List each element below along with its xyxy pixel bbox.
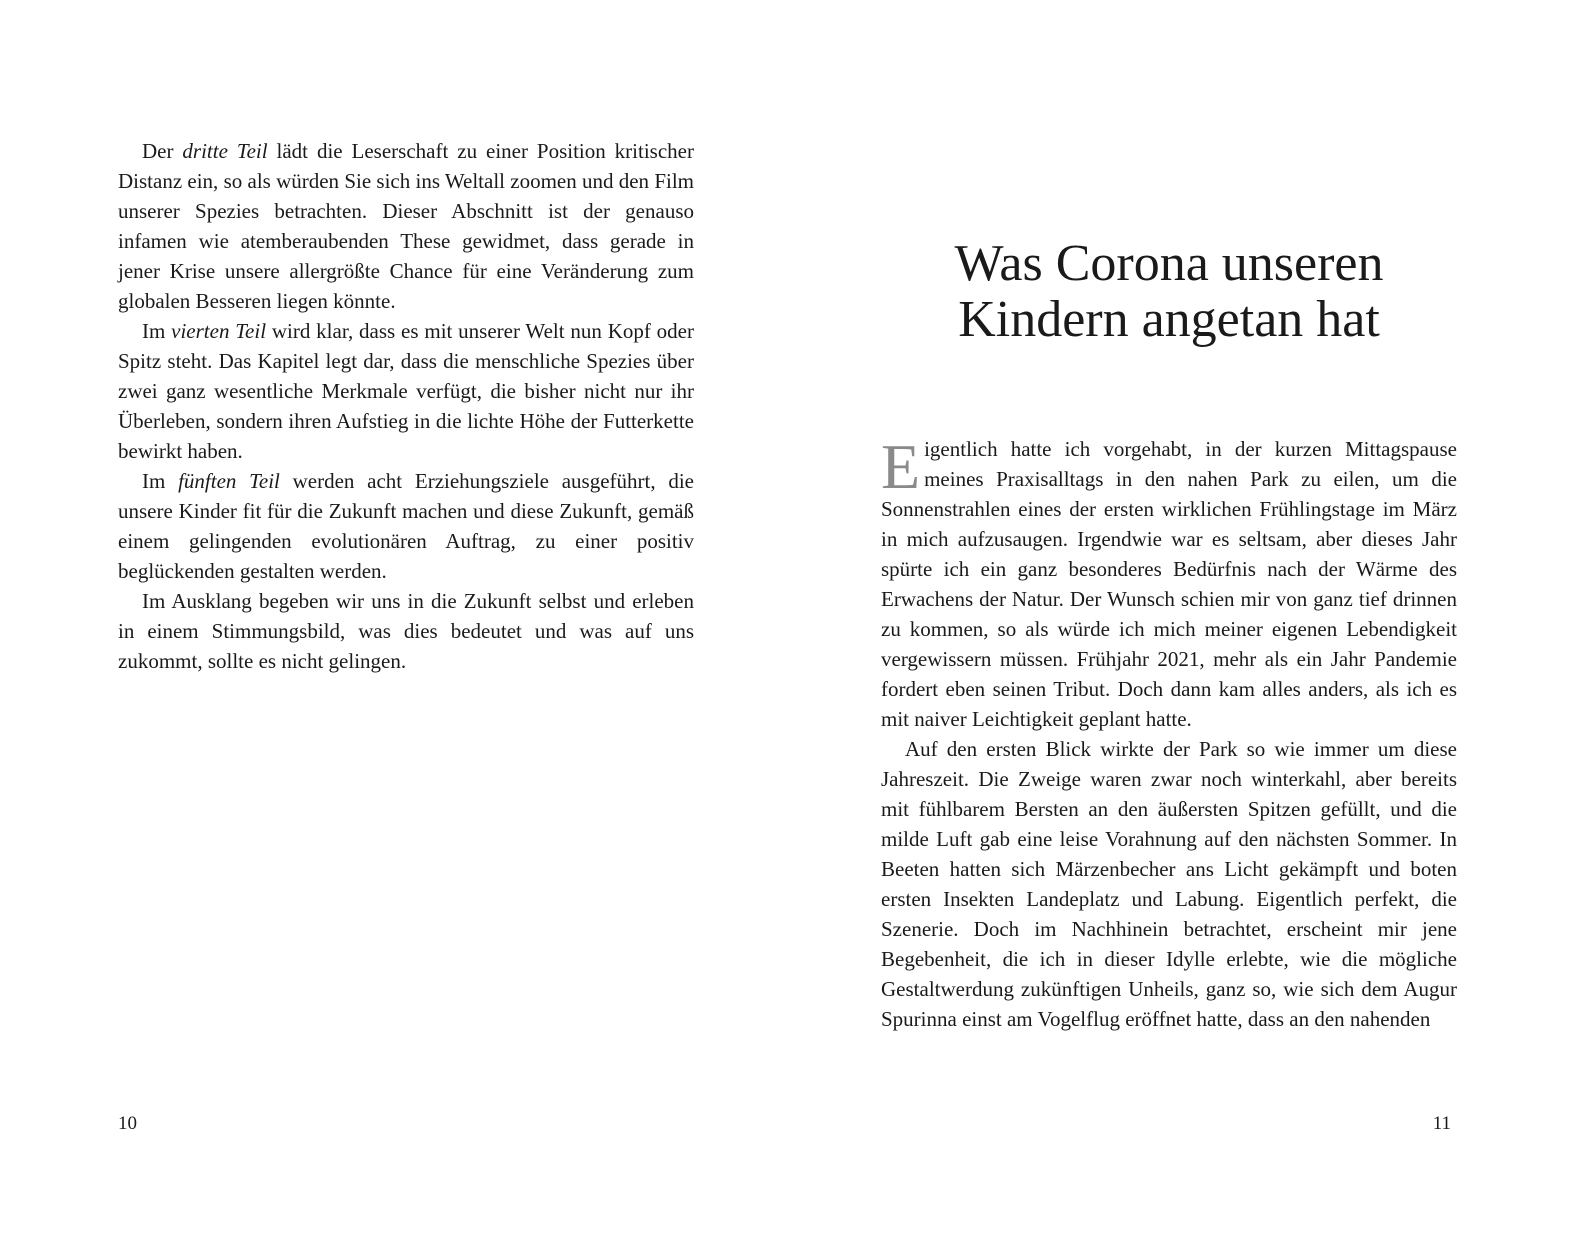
drop-cap: E	[881, 431, 921, 502]
opening-paragraph	[881, 431, 1457, 734]
paragraph-text: Im	[142, 319, 172, 343]
chapter-title-line-2: Kindern angetan hat	[958, 291, 1380, 348]
paragraph-text: Im	[142, 469, 179, 493]
chapter-title	[881, 236, 1457, 348]
paragraph-text: Der	[142, 139, 183, 163]
page-number-left: 10	[118, 1113, 137, 1134]
paragraph-text: lädt die Leserschaft zu einer Position kritischer Distanz ein, so als würden Sie sich ins Weltall zoomen und den Film unserer Spezies betrachten. Dieser Abschnitt ist der genauso infamen wie atemberaubenden These gewidmet, dass gerade in jener Krise unsere allergrößte Chance für eine Veränderung zum globalen Besseren liegen könnte.	[118, 139, 694, 313]
paragraph-text: wird klar, dass es mit unserer Welt nun Kopf oder Spitz steht. Das Kapitel legt dar, dass die menschliche Spezies über zwei ganz wesentliche Merkmale verfügt, die bisher nicht nur ihr Überleben, sondern ihren Aufstieg in die lichte Höhe der Futterkette bewirkt haben.	[118, 319, 694, 463]
paragraph-ausklang	[118, 586, 694, 676]
paragraph-text: igentlich hatte ich vorgehabt, in der kurzen Mittagspause meines Praxisalltags in den nahen Park zu eilen, um die Sonnenstrahlen eines der ersten wirklichen Frühlingstage im März in mich aufzusaugen. Irgendwie war es seltsam, aber dieses Jahr spürte ich ein ganz besonderes Bedürfnis nach der Wärme des Erwachens der Natur. Der Wunsch schien mir von ganz tief drinnen zu kommen, so als würde ich mich meiner eigenen Lebendigkeit vergewissern müssen. Frühjahr 2021, mehr als ein Jahr Pandemie fordert eben seinen Tribut. Doch dann kam alles anders, als ich es mit naiver Leichtigkeit geplant hatte.	[881, 437, 1457, 731]
paragraph-text: Im Ausklang begeben wir uns in die Zukunft selbst und erleben in einem Stimmungsbild, was dies bedeutet und was auf uns zukommt, sollte es nicht gelingen.	[118, 589, 694, 673]
left-page-body	[118, 136, 694, 676]
paragraph-fuenfter-teil	[118, 466, 694, 586]
right-page	[797, 0, 1594, 1240]
emphasis-text: vierten Teil	[171, 319, 267, 343]
paragraph-text: werden acht Erziehungsziele ausgeführt, die unsere Kinder fit für die Zukunft machen und diese Zukunft, gemäß einem gelingenden evolutionären Auftrag, zu einer positiv beglückenden gestalten werden.	[118, 469, 695, 583]
emphasis-text: dritte Teil	[182, 139, 268, 163]
paragraph-vierter-teil	[118, 316, 694, 466]
paragraph-text: Auf den ersten Blick wirkte der Park so wie immer um diese Jahreszeit. Die Zweige waren zwar noch winterkahl, aber bereits mit fühlbarem Bersten an den äußersten Spitzen gefüllt, und die milde Luft gab eine leise Vorahnung auf den nächsten Sommer. In Beeten hatten sich Märzenbecher ans Licht gekämpft und boten ersten Insekten Landeplatz und Labung. Eigentlich perfekt, die Szenerie. Doch im Nachhinein betrachtet, erscheint mir jene Begebenheit, die ich in dieser Idylle erlebte, wie die mögliche Gestaltwerdung zukünftigen Unheils, ganz so, wie sich dem Augur Spurinna einst am Vogelflug eröffnet hatte, dass an den nahenden	[881, 737, 1457, 1031]
page-number-right: 11	[1432, 1113, 1451, 1134]
paragraph-dritter-teil	[118, 136, 694, 316]
emphasis-text: fünften Teil	[178, 469, 280, 493]
right-page-body	[881, 431, 1457, 1034]
chapter-title-line-1: Was Corona unseren	[954, 235, 1384, 292]
second-paragraph	[881, 734, 1457, 1034]
